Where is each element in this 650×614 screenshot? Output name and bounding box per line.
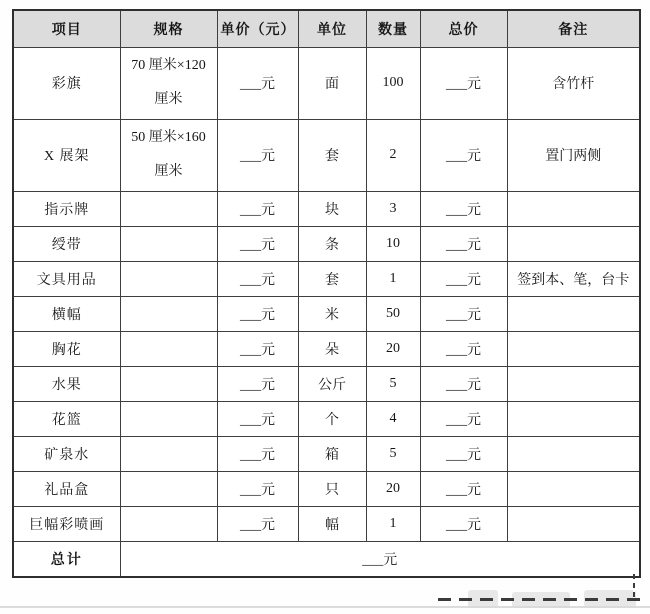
cell-unit-price: ___元 (217, 47, 298, 119)
cell-spec: 70 厘米×120 厘米 (120, 47, 217, 119)
budget-table (12, 9, 641, 578)
cell-unit-price: ___元 (217, 119, 298, 191)
cell-unit-price: ___元 (217, 436, 298, 471)
cell-note (507, 226, 640, 261)
cell-quantity: 20 (366, 471, 420, 506)
cell-unit: 箱 (298, 436, 366, 471)
watermark-blob (584, 590, 636, 608)
cell-quantity: 1 (366, 261, 420, 296)
cell-note: 置门两侧 (507, 119, 640, 191)
header-unit: 单位 (298, 10, 366, 47)
header-total-price: 总价 (420, 10, 507, 47)
table-row (13, 226, 640, 261)
cell-quantity: 100 (366, 47, 420, 119)
cell-item: 横幅 (13, 296, 120, 331)
cell-quantity: 5 (366, 366, 420, 401)
table-row (13, 296, 640, 331)
cell-unit: 朵 (298, 331, 366, 366)
cell-item: 彩旗 (13, 47, 120, 119)
cell-unit-price: ___元 (217, 366, 298, 401)
cell-note: 含竹杆 (507, 47, 640, 119)
cell-unit-price: ___元 (217, 296, 298, 331)
cell-item: X 展架 (13, 119, 120, 191)
page-bottom-line (0, 606, 650, 608)
cell-total-price: ___元 (420, 191, 507, 226)
cell-note (507, 401, 640, 436)
cell-quantity: 5 (366, 436, 420, 471)
table-row (13, 191, 640, 226)
cell-quantity: 10 (366, 226, 420, 261)
cell-unit: 公斤 (298, 366, 366, 401)
cell-total-price: ___元 (420, 296, 507, 331)
cell-unit-price: ___元 (217, 261, 298, 296)
total-label: 总计 (13, 541, 120, 577)
cell-unit: 米 (298, 296, 366, 331)
cell-quantity: 1 (366, 506, 420, 541)
header-note: 备注 (507, 10, 640, 47)
cell-total-price: ___元 (420, 436, 507, 471)
table-row (13, 119, 640, 191)
cell-note (507, 296, 640, 331)
cell-spec (120, 471, 217, 506)
cell-spec (120, 436, 217, 471)
cell-spec (120, 226, 217, 261)
table-row (13, 366, 640, 401)
table-row (13, 436, 640, 471)
cell-unit-price: ___元 (217, 471, 298, 506)
table-row (13, 471, 640, 506)
cell-unit: 套 (298, 261, 366, 296)
watermark (0, 584, 650, 614)
table-row (13, 401, 640, 436)
cell-note (507, 366, 640, 401)
table-row (13, 506, 640, 541)
cell-spec (120, 296, 217, 331)
cell-quantity: 2 (366, 119, 420, 191)
cell-unit: 面 (298, 47, 366, 119)
cell-quantity: 20 (366, 331, 420, 366)
cell-unit-price: ___元 (217, 506, 298, 541)
cell-quantity: 50 (366, 296, 420, 331)
cell-note (507, 471, 640, 506)
cell-unit-price: ___元 (217, 331, 298, 366)
cell-spec (120, 366, 217, 401)
table-row (13, 261, 640, 296)
cell-total-price: ___元 (420, 261, 507, 296)
cell-item: 绶带 (13, 226, 120, 261)
cell-spec: 50 厘米×160 厘米 (120, 119, 217, 191)
cell-item: 水果 (13, 366, 120, 401)
total-row (13, 541, 640, 577)
cell-item: 矿泉水 (13, 436, 120, 471)
cell-spec (120, 506, 217, 541)
header-spec: 规格 (120, 10, 217, 47)
cell-total-price: ___元 (420, 366, 507, 401)
cell-quantity: 3 (366, 191, 420, 226)
cell-total-price: ___元 (420, 471, 507, 506)
cell-unit: 套 (298, 119, 366, 191)
cell-unit: 幅 (298, 506, 366, 541)
cell-note: 签到本、笔，台卡 (507, 261, 640, 296)
table-row (13, 47, 640, 119)
cell-unit: 只 (298, 471, 366, 506)
cell-total-price: ___元 (420, 506, 507, 541)
cell-total-price: ___元 (420, 47, 507, 119)
watermark-blob (468, 590, 498, 608)
watermark-dash (438, 598, 648, 601)
header-quantity: 数量 (366, 10, 420, 47)
cell-unit: 块 (298, 191, 366, 226)
cell-unit-price: ___元 (217, 401, 298, 436)
cell-total-price: ___元 (420, 331, 507, 366)
cell-unit-price: ___元 (217, 226, 298, 261)
cell-total-price: ___元 (420, 226, 507, 261)
cell-item: 胸花 (13, 331, 120, 366)
header-row (13, 10, 640, 47)
cell-unit: 条 (298, 226, 366, 261)
total-value: ___元 (120, 541, 640, 577)
cell-item: 指示牌 (13, 191, 120, 226)
cell-note (507, 506, 640, 541)
cell-total-price: ___元 (420, 401, 507, 436)
cell-total-price: ___元 (420, 119, 507, 191)
cell-spec (120, 331, 217, 366)
cell-spec (120, 401, 217, 436)
header-item: 项目 (13, 10, 120, 47)
table-row (13, 331, 640, 366)
cell-item: 巨幅彩喷画 (13, 506, 120, 541)
header-unit-price: 单价（元） (217, 10, 298, 47)
cell-spec (120, 261, 217, 296)
cell-item: 礼品盒 (13, 471, 120, 506)
watermark-blob (512, 592, 570, 608)
cell-note (507, 191, 640, 226)
cell-quantity: 4 (366, 401, 420, 436)
cell-unit-price: ___元 (217, 191, 298, 226)
cell-unit: 个 (298, 401, 366, 436)
cell-note (507, 331, 640, 366)
cell-spec (120, 191, 217, 226)
cell-item: 文具用品 (13, 261, 120, 296)
cell-item: 花篮 (13, 401, 120, 436)
cell-note (507, 436, 640, 471)
